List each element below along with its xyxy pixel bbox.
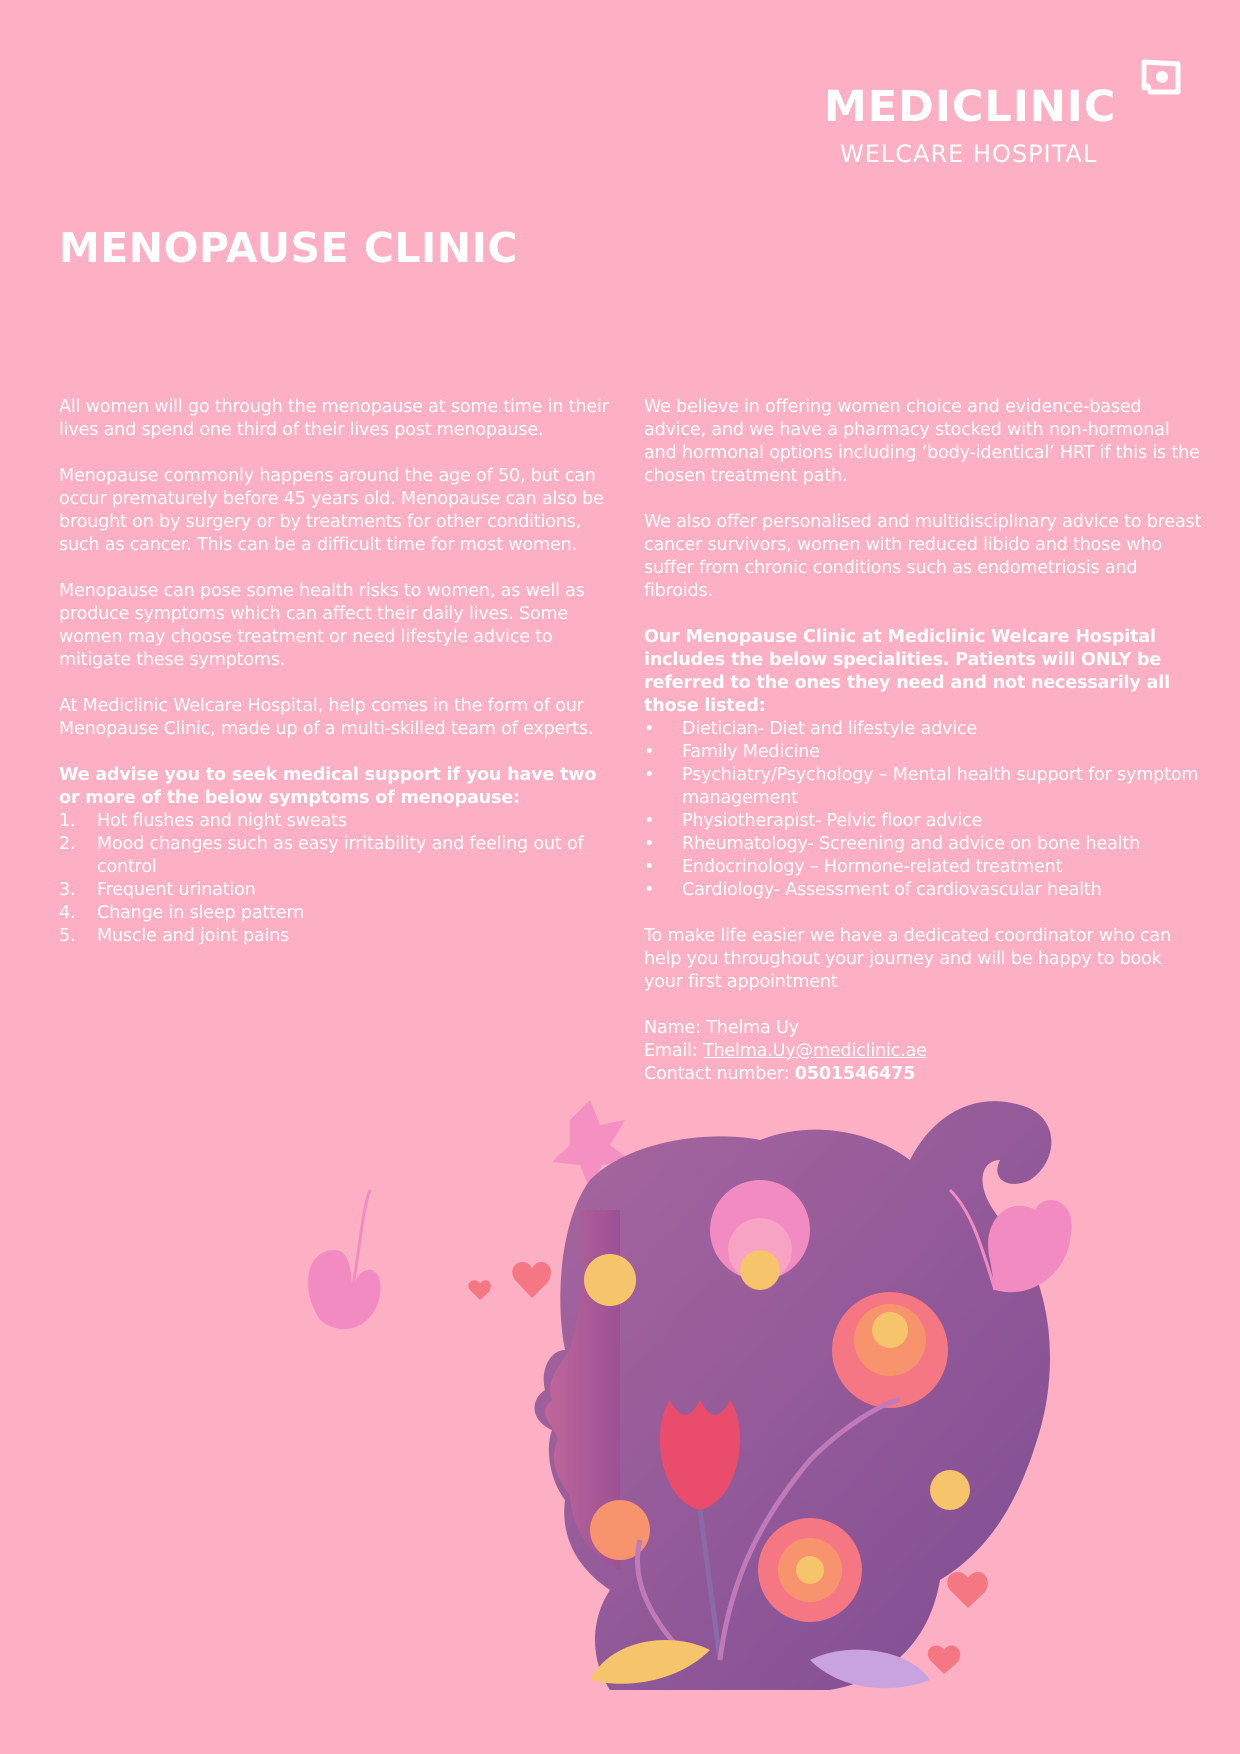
contact-email: Email: Thelma.Uy@mediclinic.ae xyxy=(644,1041,927,1061)
list-item: • Physiotherapist- Pelvic floor advice xyxy=(644,811,983,831)
right-column xyxy=(644,396,1204,1086)
clinic-paragraph: At Mediclinic Welcare Hospital, help comes in the form of our Menopause Clinic, made up of a multi-skilled team of experts. xyxy=(59,696,594,739)
list-item: • Psychiatry/Psychology – Mental health support for symptom management xyxy=(644,765,1199,808)
brand-logo xyxy=(820,58,1190,178)
contact-phone: Contact number: 0501546475 xyxy=(644,1064,916,1084)
intro-paragraph: All women will go through the menopause at some time in their lives and spend one third of their lives post menopause. xyxy=(59,397,609,440)
heart-icon xyxy=(947,1572,988,1608)
health-risks-paragraph: Menopause can pose some health risks to women, as well as produce symptoms which can affect their daily lives. Some women may choose treatment or need lifestyle advice to mitigate these symptoms. xyxy=(59,581,585,670)
email-link[interactable]: Thelma.Uy@mediclinic.ae xyxy=(702,1041,927,1061)
list-item: 5. Muscle and joint pains xyxy=(59,926,290,946)
list-item: 4. Change in sleep pattern xyxy=(59,903,305,923)
left-column xyxy=(59,396,609,971)
list-item: 3. Frequent urination xyxy=(59,880,256,900)
flower-icon xyxy=(832,1292,948,1408)
specialities-list xyxy=(644,718,1204,902)
flower-icon xyxy=(758,1518,862,1622)
list-item: 2. Mood changes such as easy irritability and feeling out of control xyxy=(59,834,584,877)
butterfly-icon xyxy=(308,1190,381,1329)
list-item: • Cardiology- Assessment of cardiovascular health xyxy=(644,880,1102,900)
woman-profile-flowers-illustration xyxy=(290,1100,1190,1700)
phone-number: 0501546475 xyxy=(794,1064,916,1084)
list-item: 1. Hot flushes and night sweats xyxy=(59,811,347,831)
coordinator-paragraph: To make life easier we have a dedicated coordinator who can help you throughout your journey and will be happy to book your first appointment xyxy=(644,926,1171,992)
contact-name: Name: Thelma Uy xyxy=(644,1018,799,1038)
age-paragraph: Menopause commonly happens around the age of 50, but can occur prematurely before 45 years old. Menopause can also be brought on by surgery or by treatments for other conditions, such as cancer. This can be a difficult time for most women. xyxy=(59,466,604,555)
heart-icon xyxy=(928,1645,960,1674)
list-item: • Endocrinology – Hormone-related treatment xyxy=(644,857,1063,877)
mediclinic-logo-icon xyxy=(1140,58,1182,96)
specialities-heading: Our Menopause Clinic at Mediclinic Welcare Hospital includes the below specialities. Patients will ONLY be referred to the ones they need and not necessarily all those listed: xyxy=(644,627,1170,716)
choice-paragraph: We believe in offering women choice and evidence-based advice, and we have a pharmacy stocked with non-hormonal and hormonal options including ‘body-identical’ HRT if this is the chosen treatment path. xyxy=(644,397,1200,486)
symptoms-list xyxy=(59,810,609,948)
list-item: • Family Medicine xyxy=(644,742,820,762)
brand-subtitle: WELCARE HOSPITAL xyxy=(840,140,1098,168)
heart-icon xyxy=(512,1262,551,1298)
brand-name: MEDICLINIC xyxy=(824,82,1117,132)
advice-paragraph: We also offer personalised and multidisciplinary advice to breast cancer survivors, women with reduced libido and those who suffer from chronic conditions such as endometriosis and fibroids. xyxy=(644,512,1202,601)
list-item: • Dietician- Diet and lifestyle advice xyxy=(644,719,978,739)
list-item: • Rheumatology- Screening and advice on bone health xyxy=(644,834,1141,854)
symptoms-heading: We advise you to seek medical support if you have two or more of the below symptoms of menopause: xyxy=(59,765,597,808)
page-title: MENOPAUSE CLINIC xyxy=(59,224,518,272)
heart-icon xyxy=(468,1280,491,1300)
